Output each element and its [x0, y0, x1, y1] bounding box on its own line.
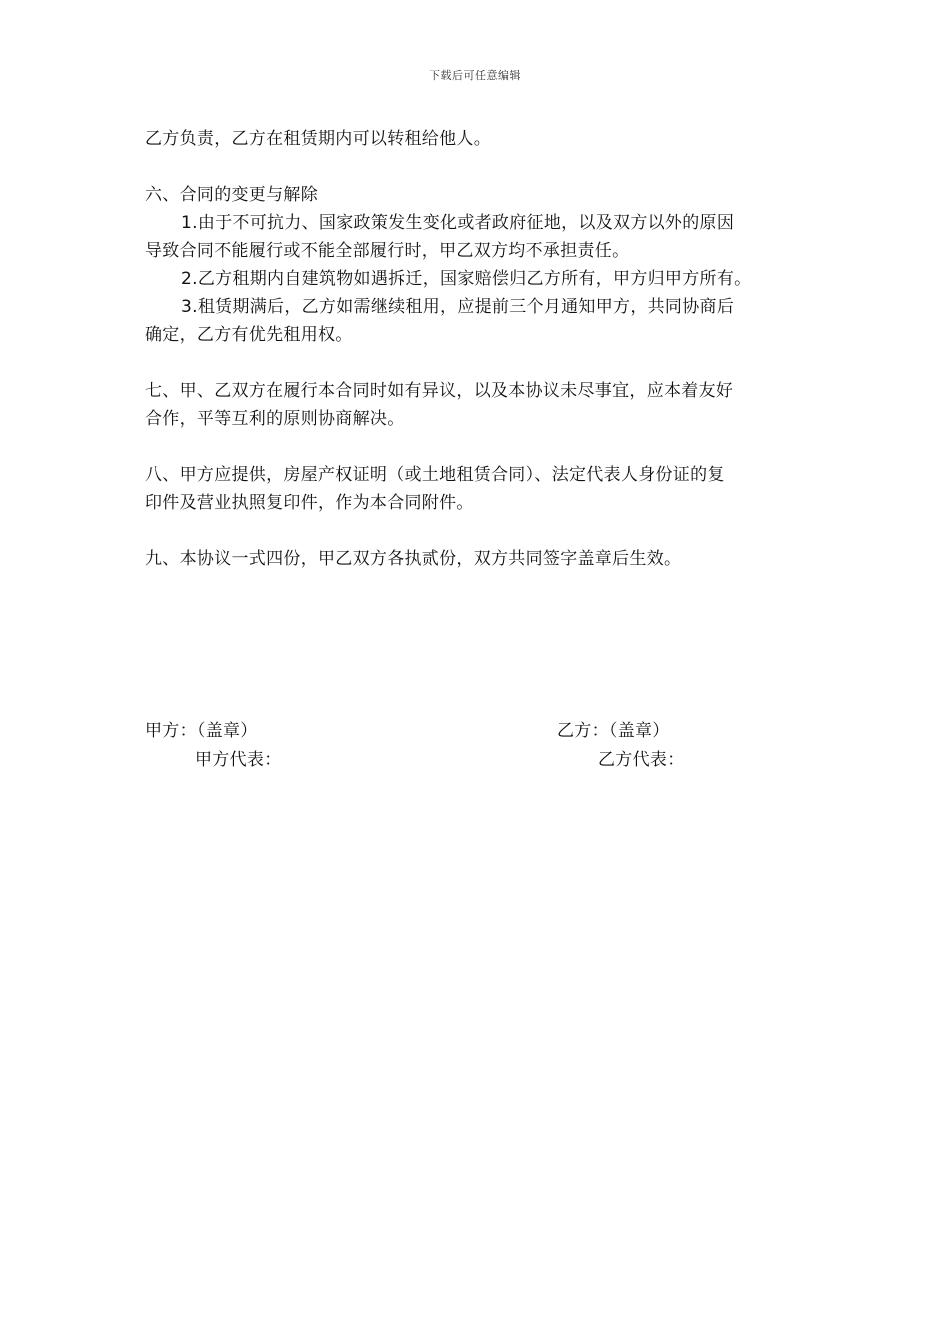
blank-line [145, 517, 815, 545]
section-8-line-2: 印件及营业执照复印件，作为本合同附件。 [145, 493, 474, 513]
blank-line [145, 153, 815, 181]
section-6-title: 六、合同的变更与解除 [145, 185, 318, 205]
section-6-item-2: 2.乙方租期内自建筑物如遇拆迁，国家赔偿归乙方所有，甲方归甲方所有。 [181, 269, 752, 289]
party-b-representative: 乙方代表： [598, 750, 685, 770]
header-note: 下载后可任意编辑 [429, 69, 521, 82]
section-6-item-3-line-2: 确定，乙方有优先租用权。 [145, 325, 353, 345]
section-6-item-1-line-1: 1.由于不可抗力、国家政策发生变化或者政府征地，以及双方以外的原因 [181, 213, 735, 233]
party-b-seal: 乙方：（盖章） [557, 721, 670, 741]
blank-line [145, 349, 815, 377]
intro-line: 乙方负责，乙方在租赁期内可以转租给他人。 [145, 129, 491, 149]
blank-line [145, 433, 815, 461]
section-7-line-1: 七、甲、乙双方在履行本合同时如有异议，以及本协议未尽事宜，应本着友好 [145, 381, 734, 401]
section-6-item-3-line-1: 3.租赁期满后，乙方如需继续租用，应提前三个月通知甲方，共同协商后 [181, 297, 735, 317]
section-9-line-1: 九、本协议一式四份，甲乙双方各执贰份，双方共同签字盖章后生效。 [145, 549, 682, 569]
section-6-item-1-line-2: 导致合同不能履行或不能全部履行时，甲乙双方均不承担责任。 [145, 241, 630, 261]
party-a-representative: 甲方代表： [195, 750, 282, 770]
section-8-line-1: 八、甲方应提供，房屋产权证明（或土地租赁合同）、法定代表人身份证的复 [145, 465, 725, 485]
section-7-line-2: 合作，平等互利的原则协商解决。 [145, 409, 405, 429]
contract-body [145, 125, 815, 573]
party-a-seal: 甲方：（盖章） [145, 721, 258, 741]
